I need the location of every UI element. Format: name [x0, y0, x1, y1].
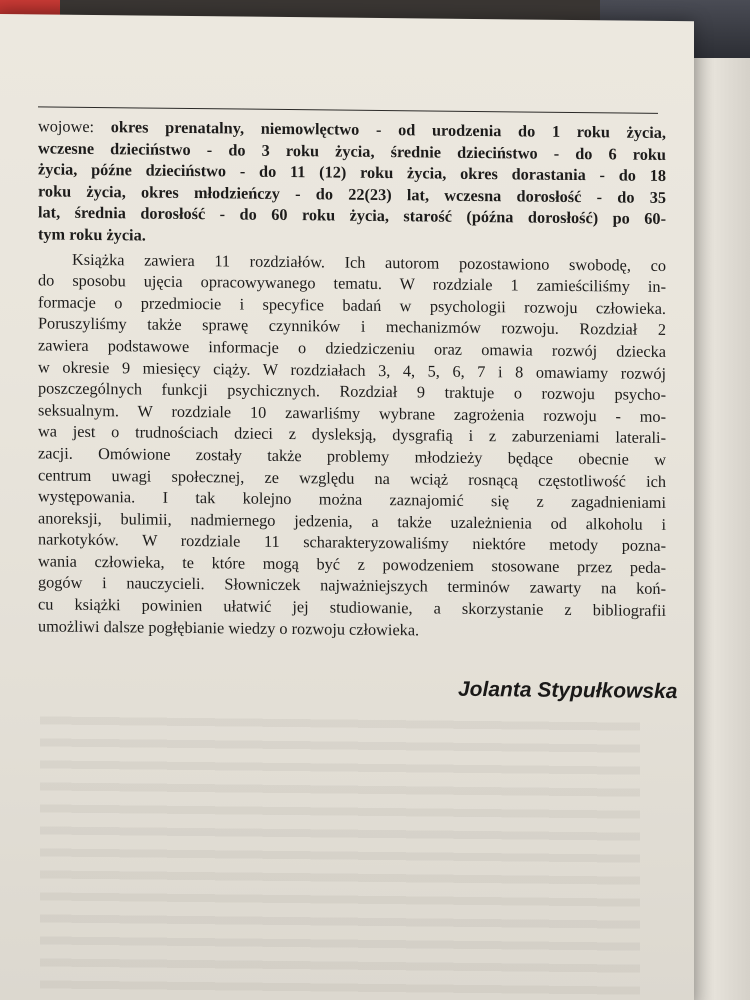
text-segment: wojowe: [38, 116, 111, 137]
text-segment: gogów i nauczycieli. Słowniczek najważniejszych terminów zawarty na koń- [38, 572, 666, 599]
bleed-through-text [40, 704, 640, 1000]
text-segment: cu książki powinien ułatwić jej studiowanie, a skorzystanie z bibliografii [38, 594, 666, 621]
next-page-edge [690, 58, 750, 1000]
text-segment: Książka zawiera 11 rozdziałów. Ich autorom pozostawiono swobodę, co [72, 249, 666, 275]
text-segment: umożliwi dalsze pogłębianie wiedzy o rozwoju człowieka. [38, 616, 420, 640]
bold-text-segment: roku życia, okres młodzieńczy - do 22(23) lat, wczesna dorosłość - do 35 [38, 181, 666, 207]
text-segment: seksualnym. W rozdziale 10 zawarliśmy wybrane zagrożenia rozwoju - mo- [38, 400, 666, 426]
bold-text-segment: życia, późne dzieciństwo - do 11 (12) roku życia, okres dorastania - do 18 [38, 159, 666, 186]
text-segment: w okresie 9 miesięcy ciąży. W rozdziałach 3, 4, 5, 6, 7 i 8 omawiamy rozwój [38, 356, 666, 383]
text-segment: centrum uwagi społecznej, ze względu na wciąż rosnącą częstotliwość ich [38, 464, 666, 491]
bold-text-segment: lat, średnia dorosłość - do 60 roku życia, starość (późna dorosłość) po 60- [38, 202, 666, 229]
body-text [38, 115, 666, 643]
bold-text-segment: tym roku życia. [38, 224, 146, 245]
bold-text-segment: wczesne dzieciństwo - do 3 roku życia, średnie dzieciństwo - do 6 roku [38, 137, 666, 164]
text-segment: zawiera podstawowe informacje o dziedziczeniu oraz omawia rozwój dziecka [38, 335, 666, 361]
author-signature: Jolanta Stypułkowska [458, 677, 678, 704]
text-segment: do sposobu ujęcia opracowywanego tematu. W rozdziale 1 zamieściliśmy in- [38, 270, 666, 297]
text-segment: anoreksji, bulimii, nadmiernego jedzenia, a także uzależnienia od alkoholu i [38, 508, 666, 534]
text-segment: zacji. Omówione zostały także problemy młodzieży będące obecnie w [38, 443, 666, 469]
text-segment: poszczególnych funkcji psychicznych. Rozdział 9 traktuje o rozwoju psycho- [38, 378, 666, 405]
text-segment: występowania. I tak kolejno można zaznajomić się z zagadnieniami [38, 486, 666, 513]
text-segment: wania człowieka, te które mogą być z powodzeniem stosowane przez peda- [38, 551, 666, 577]
text-segment: narkotyków. W rozdziale 11 scharakteryzowaliśmy niektóre metody pozna- [38, 529, 666, 556]
book-page [0, 14, 694, 1000]
text-segment: Poruszyliśmy także sprawę czynników i mechanizmów rozwoju. Rozdział 2 [38, 313, 666, 340]
header-rule [38, 106, 658, 113]
text-segment: wa jest o trudnościach dzieci z dysleksją, dysgrafią i z zaburzeniami laterali- [38, 421, 666, 448]
bold-text-segment: okres prenatalny, niemowlęctwo - od urodzenia do 1 roku życia, [110, 117, 666, 142]
text-segment: formacje o przedmiocie i specyfice badań w psychologii rozwoju człowieka. [38, 292, 666, 318]
